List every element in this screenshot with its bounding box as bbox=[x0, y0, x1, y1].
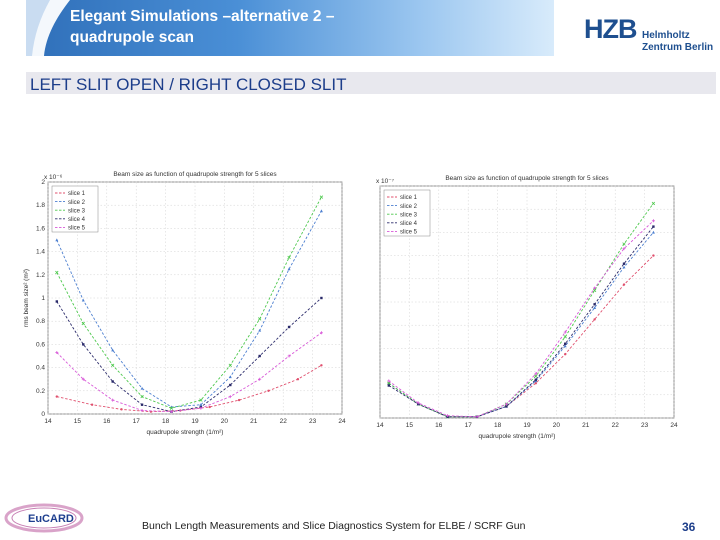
x-tick-label: 20 bbox=[220, 418, 229, 425]
y-tick-label: 1.4 bbox=[35, 248, 45, 256]
x-tick-label: 21 bbox=[250, 418, 258, 425]
legend-entry: slice 1 bbox=[68, 191, 86, 198]
legend-entry: slice 4 bbox=[400, 221, 418, 227]
x-tick-label: 18 bbox=[493, 422, 502, 429]
page-number: 36 bbox=[682, 520, 696, 534]
data-point bbox=[623, 283, 625, 285]
x-tick-label: 15 bbox=[405, 422, 414, 429]
eucard-logo bbox=[2, 500, 86, 536]
y-tick-label: 1.2 bbox=[35, 271, 45, 279]
data-point bbox=[593, 303, 595, 305]
data-point bbox=[288, 326, 290, 328]
x-tick-label: 14 bbox=[376, 422, 384, 429]
data-point bbox=[111, 380, 113, 382]
legend-entry: slice 3 bbox=[68, 208, 86, 215]
y-axis-label: rms beam size² (m²) bbox=[23, 268, 30, 328]
hzb-logo-line1: Helmholtz bbox=[642, 30, 690, 41]
data-point bbox=[238, 399, 240, 401]
y-tick-label: 0.8 bbox=[35, 318, 45, 326]
slide-subtitle: LEFT SLIT OPEN / RIGHT CLOSED SLIT bbox=[30, 75, 347, 94]
x-tick-label: 23 bbox=[640, 422, 649, 429]
y-multiplier: x 10⁻⁶ bbox=[44, 174, 63, 181]
data-point bbox=[564, 343, 566, 345]
x-tick-label: 19 bbox=[191, 418, 199, 425]
data-point bbox=[229, 384, 231, 386]
y-tick-label: 0.4 bbox=[35, 364, 45, 372]
eucard-label: EuCARD bbox=[28, 513, 74, 525]
y-tick-label: 0.6 bbox=[35, 341, 45, 349]
x-tick-label: 22 bbox=[279, 418, 287, 425]
data-point bbox=[652, 254, 654, 256]
hzb-logo bbox=[584, 14, 714, 54]
y-tick-label: 1.8 bbox=[35, 202, 45, 210]
legend-entry: slice 2 bbox=[68, 199, 86, 206]
left-plot bbox=[22, 168, 352, 440]
x-tick-label: 17 bbox=[464, 422, 472, 429]
x-tick-label: 19 bbox=[523, 422, 531, 429]
x-tick-label: 16 bbox=[103, 418, 111, 425]
x-tick-label: 24 bbox=[338, 418, 346, 425]
y-tick-label: 2 bbox=[41, 179, 45, 186]
y-tick-label: 1 bbox=[41, 295, 45, 302]
data-point bbox=[267, 390, 269, 392]
legend-entry: slice 3 bbox=[400, 212, 418, 219]
data-point bbox=[535, 379, 537, 381]
data-point bbox=[56, 395, 58, 397]
y-multiplier: x 10⁻⁷ bbox=[376, 178, 395, 185]
legend-entry: slice 1 bbox=[400, 195, 418, 202]
hzb-logo-line2: Zentrum Berlin bbox=[642, 42, 714, 53]
y-tick-label: 0.2 bbox=[35, 387, 45, 395]
y-tick-label: 0 bbox=[41, 411, 45, 418]
x-axis-label: quadrupole strength (1/m²) bbox=[478, 433, 556, 440]
title-line-2: quadrupole scan bbox=[70, 29, 195, 46]
x-tick-label: 18 bbox=[161, 418, 170, 425]
data-point bbox=[141, 404, 143, 406]
data-point bbox=[82, 343, 84, 345]
data-point bbox=[56, 300, 58, 302]
x-tick-label: 14 bbox=[44, 418, 52, 425]
x-tick-label: 22 bbox=[611, 422, 619, 429]
legend-entry: slice 5 bbox=[400, 229, 418, 236]
x-tick-label: 20 bbox=[552, 422, 561, 429]
data-point bbox=[209, 406, 211, 408]
data-point bbox=[297, 378, 299, 380]
x-tick-label: 24 bbox=[670, 422, 678, 429]
data-point bbox=[623, 263, 625, 265]
right-plot bbox=[362, 172, 682, 444]
data-point bbox=[652, 225, 654, 227]
data-point bbox=[564, 353, 566, 355]
plot-title: Beam size as function of quadrupole strength for 5 slices bbox=[445, 175, 609, 182]
title-line-1: Elegant Simulations –alternative 2 – bbox=[70, 8, 335, 25]
data-point bbox=[258, 355, 260, 357]
hzb-logo-mark: HZB bbox=[584, 14, 637, 44]
data-point bbox=[91, 404, 93, 406]
x-tick-label: 21 bbox=[582, 422, 590, 429]
x-axis-label: quadrupole strength (1/m²) bbox=[146, 429, 224, 436]
legend-entry: slice 5 bbox=[68, 225, 86, 232]
data-point bbox=[388, 384, 390, 386]
x-tick-label: 17 bbox=[132, 418, 140, 425]
data-point bbox=[535, 382, 537, 384]
y-tick-label: 1.6 bbox=[35, 225, 45, 233]
x-tick-label: 23 bbox=[308, 418, 317, 425]
data-point bbox=[593, 318, 595, 320]
legend-entry: slice 2 bbox=[400, 203, 418, 210]
data-point bbox=[320, 364, 322, 366]
x-tick-label: 16 bbox=[435, 422, 443, 429]
plot-title: Beam size as function of quadrupole strength for 5 slices bbox=[113, 171, 277, 178]
slide-title bbox=[70, 6, 334, 48]
footer-text: Bunch Length Measurements and Slice Diagnostics System for ELBE / SCRF Gun bbox=[142, 520, 526, 532]
x-tick-label: 15 bbox=[73, 418, 82, 425]
data-point bbox=[120, 408, 122, 410]
legend-entry: slice 4 bbox=[68, 217, 86, 223]
data-point bbox=[320, 297, 322, 299]
